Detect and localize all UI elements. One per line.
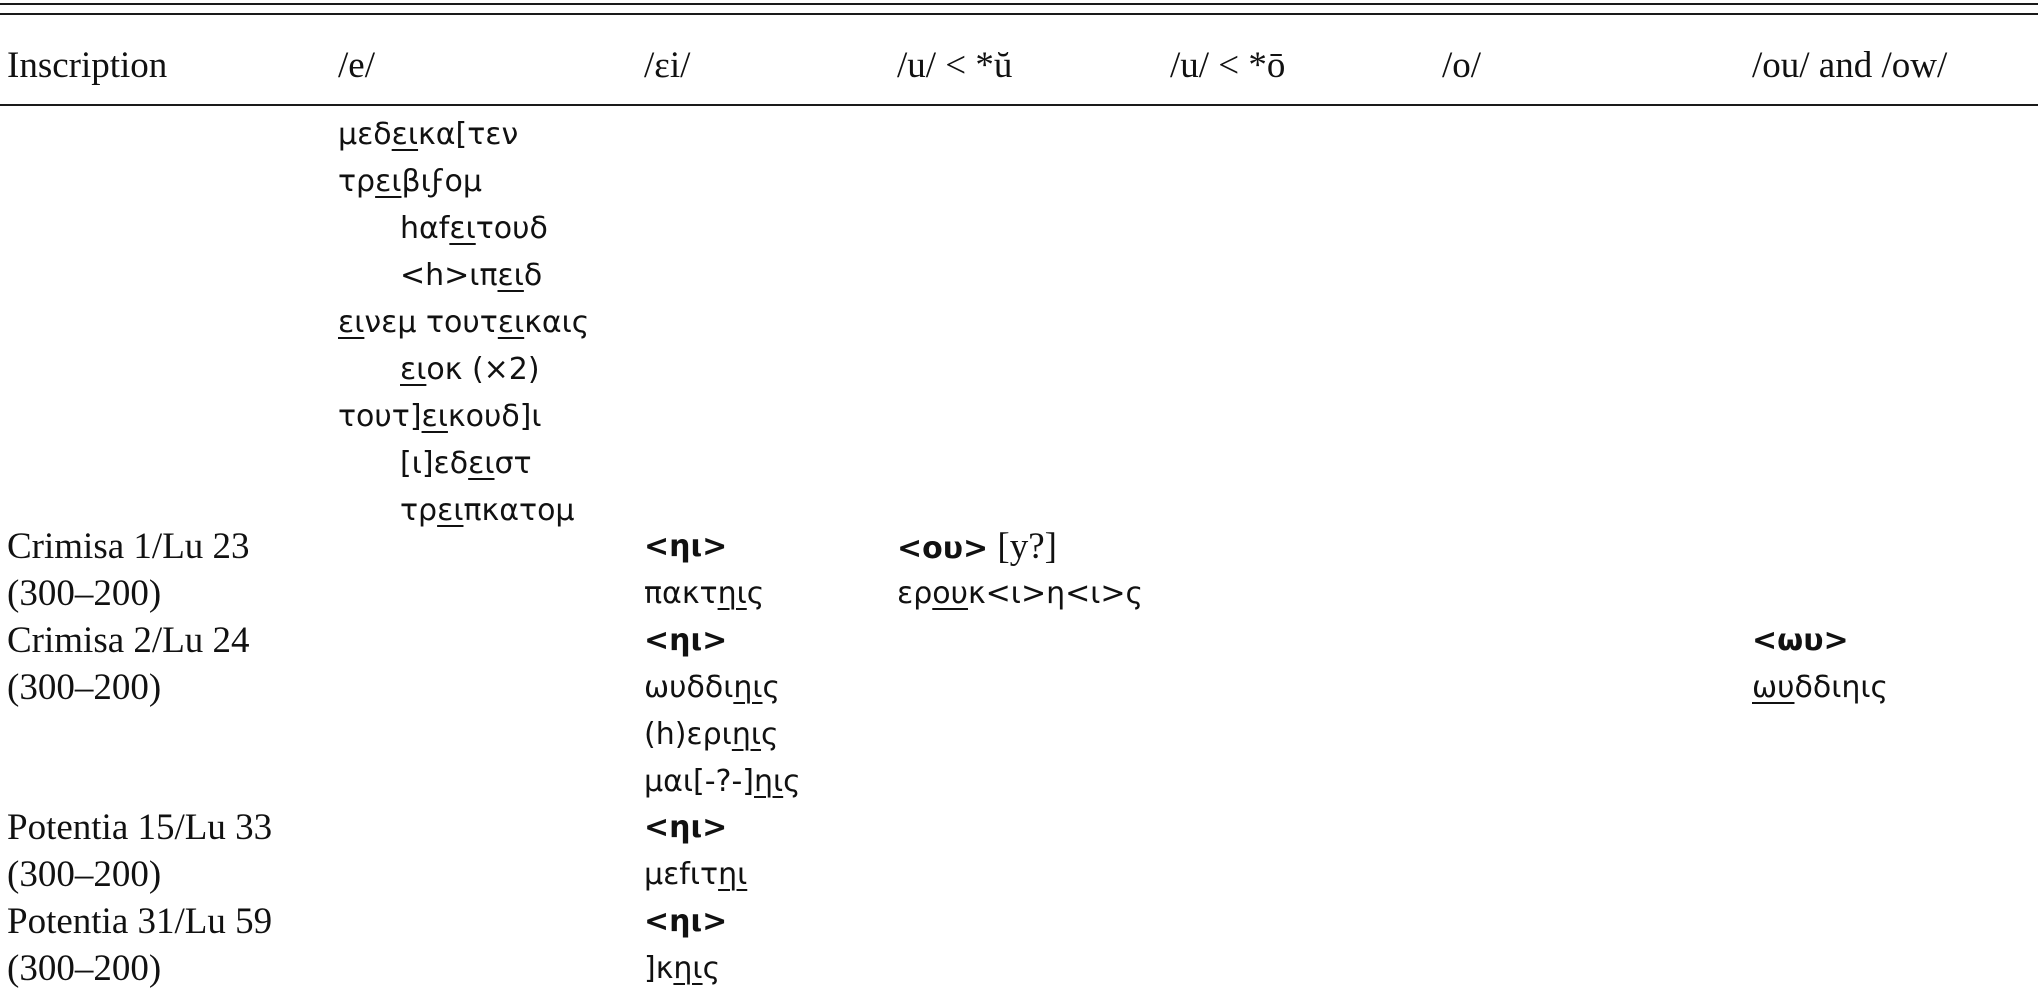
e-word xyxy=(338,205,589,252)
column-header-o: /o/ xyxy=(1442,45,1482,86)
inscription-name: Crimisa 2/Lu 24 xyxy=(7,620,250,661)
ou-ow-heading: <ωυ> xyxy=(1752,623,1849,658)
word-part: μεfιτ xyxy=(644,857,719,892)
ei-word xyxy=(644,570,764,617)
word-underlined-part: ει xyxy=(421,399,448,434)
column-header-u-long xyxy=(1170,42,1285,89)
word-part: στ xyxy=(494,446,532,481)
inscription-cell xyxy=(7,523,250,617)
ou-ow-word xyxy=(1752,664,1888,711)
word-part: ς xyxy=(761,717,779,752)
word-part: ς xyxy=(702,951,721,986)
word-underlined-part: ωυ xyxy=(1752,670,1795,705)
word-part: ερ xyxy=(897,576,933,611)
inscription-date: (300–200) xyxy=(7,854,162,895)
word-part: μαι[-?-] xyxy=(644,764,754,799)
e-word xyxy=(338,299,589,346)
word-underlined-part: ει xyxy=(391,117,419,152)
word-part: κουδ]ι xyxy=(447,399,542,434)
e-word xyxy=(338,393,589,440)
ei-word xyxy=(644,945,727,992)
word-part: <h>ιπ xyxy=(400,258,498,293)
word-underlined-part: ου xyxy=(932,576,968,611)
inscription-cell xyxy=(7,898,272,992)
word-underlined-part: ει xyxy=(449,211,476,246)
word-underlined-part: ηι xyxy=(754,764,784,799)
u-short-heading-line xyxy=(897,523,1143,570)
column-header-ou-ow: /ou/ and /ow/ xyxy=(1752,45,1948,86)
ei-word xyxy=(644,758,801,805)
ei-word xyxy=(644,851,747,898)
word-part: τρ xyxy=(338,164,376,199)
ou-ow-cell xyxy=(1752,617,1888,711)
u-short-note: [y?] xyxy=(988,526,1057,567)
word-part: πακτ xyxy=(644,576,718,611)
inscription-name: Potentia 31/Lu 59 xyxy=(7,901,273,942)
word-part: τουδ xyxy=(475,211,548,246)
word-part: τουτ] xyxy=(338,399,422,434)
inscription-date: (300–200) xyxy=(7,573,162,614)
u-short-cell xyxy=(897,523,1143,617)
word-part: νεμ τουτ xyxy=(364,305,498,340)
word-part: δ xyxy=(523,258,543,293)
e-word-list xyxy=(338,111,589,534)
word-part: ς xyxy=(746,576,765,611)
word-part: οκ (×2) xyxy=(426,352,540,387)
word-part: μεδ xyxy=(338,117,392,152)
word-part: [ι]εδ xyxy=(400,446,469,481)
word-underlined-part: ει xyxy=(497,305,525,340)
ei-heading: <ηι> xyxy=(644,904,728,939)
word-underlined-part: ει xyxy=(400,352,427,387)
table-top-rule-second xyxy=(0,13,2038,15)
word-part: βιϝομ xyxy=(401,164,482,199)
u-short-word xyxy=(897,570,1143,617)
u-short-heading: <ου> xyxy=(897,531,989,566)
ei-word xyxy=(644,664,801,711)
inscription-date: (300–200) xyxy=(7,948,162,989)
e-word xyxy=(338,487,589,534)
column-header-ei: /εi/ xyxy=(644,45,691,86)
word-underlined-part: ηι xyxy=(673,951,703,986)
ei-heading: <ηι> xyxy=(644,529,728,564)
word-part: τρ xyxy=(400,493,438,528)
word-underlined-part: ει xyxy=(468,446,495,481)
inscription-date: (300–200) xyxy=(7,667,162,708)
word-part: ωυδδι xyxy=(644,670,734,705)
word-part: πκατομ xyxy=(463,493,575,528)
ei-cell xyxy=(644,617,801,805)
ei-heading: <ηι> xyxy=(644,810,728,845)
word-underlined-part: ει xyxy=(497,258,524,293)
table-top-rule xyxy=(0,3,2038,5)
column-header-inscription: Inscription xyxy=(7,45,168,86)
header-rule xyxy=(0,104,2038,106)
ei-cell xyxy=(644,523,764,617)
ei-heading: <ηι> xyxy=(644,623,728,658)
e-word xyxy=(338,346,589,393)
e-word xyxy=(338,158,589,205)
word-underlined-part: ηι xyxy=(717,576,747,611)
inscription-name: Crimisa 1/Lu 23 xyxy=(7,526,250,567)
word-part: ]κ xyxy=(644,951,674,986)
word-underlined-part: ηι xyxy=(731,717,762,752)
word-underlined-part: ει xyxy=(437,493,464,528)
word-part: κ<ι>η<ι>ς xyxy=(967,576,1144,611)
word-underlined-part: ει xyxy=(338,305,365,340)
ei-cell xyxy=(644,804,747,898)
word-underlined-part: ει xyxy=(375,164,402,199)
ei-cell xyxy=(644,898,727,992)
inscription-cell xyxy=(7,804,272,898)
column-header-u-short-text: /u/ < *ŭ xyxy=(897,45,1013,86)
word-part: δδιηις xyxy=(1794,670,1889,705)
word-part: καις xyxy=(524,305,590,340)
word-part: (h)ερι xyxy=(644,717,732,752)
ei-word xyxy=(644,711,801,758)
column-header-u-long-text: /u/ < *ō xyxy=(1170,45,1286,86)
word-part: ς xyxy=(762,670,781,705)
e-word xyxy=(338,252,589,299)
inscription-name: Potentia 15/Lu 33 xyxy=(7,807,273,848)
word-part: hαf xyxy=(400,211,450,246)
word-part: ς xyxy=(783,764,801,799)
column-header-e: /e/ xyxy=(338,45,375,86)
e-word xyxy=(338,111,589,158)
word-underlined-part: ηι xyxy=(733,670,763,705)
column-header-u-short xyxy=(897,42,1012,89)
e-word xyxy=(338,440,589,487)
inscription-cell xyxy=(7,617,250,711)
word-part: κα[τεν xyxy=(418,117,519,152)
word-underlined-part: ηι xyxy=(718,857,748,892)
